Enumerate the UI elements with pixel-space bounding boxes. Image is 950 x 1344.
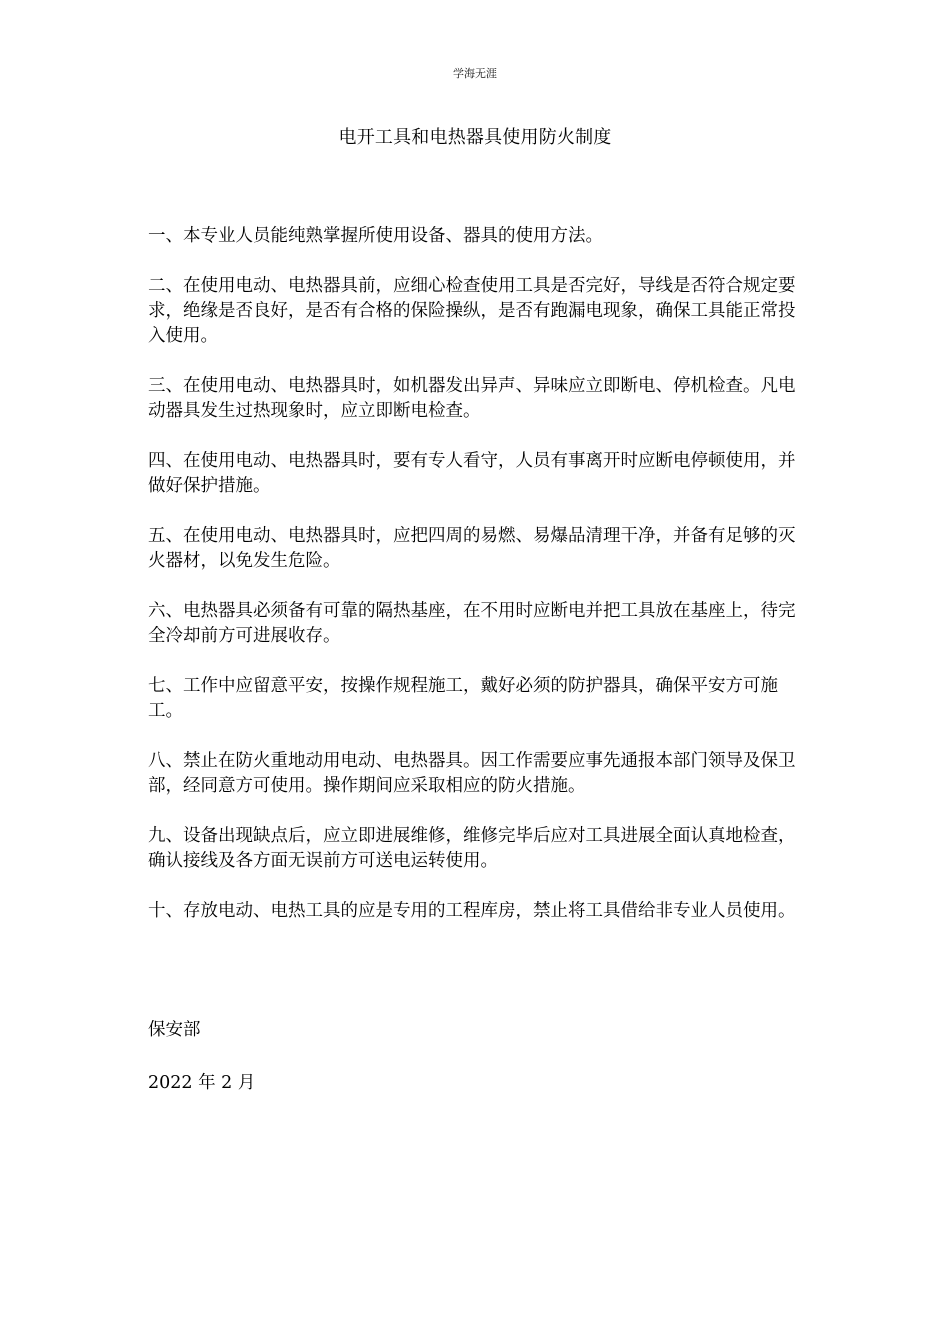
paragraph-7: 七、工作中应留意平安，按操作规程施工，戴好必须的防护器具，确保平安方可施工。 xyxy=(148,676,778,721)
paragraph-5: 五、在使用电动、电热器具时，应把四周的易燃、易爆品清理干净，并备有足够的灭火器材，以免发生危险。 xyxy=(148,526,796,571)
paragraph-2: 二、在使用电动、电热器具前，应细心检查使用工具是否完好，导线是否符合规定要求，绝缘是否良好，是否有合格的保险操纵，是否有跑漏电现象，确保工具能正常投入使用。 xyxy=(148,276,796,346)
paragraph-8: 八、禁止在防火重地动用电动、电热器具。因工作需要应事先通报本部门领导及保卫部，经同意方可使用。操作期间应采取相应的防火措施。 xyxy=(148,751,796,796)
paragraph-9: 九、设备出现缺点后，应立即进展维修，维修完毕后应对工具进展全面认真地检查，确认接线及各方面无误前方可送电运转使用。 xyxy=(148,826,796,871)
signature-date: 2022 年 2 月 xyxy=(148,1073,256,1093)
document-title: 电开工具和电热器具使用防火制度 xyxy=(338,127,612,148)
paragraph-10: 十、存放电动、电热工具的应是专用的工程库房，禁止将工具借给非专业人员使用。 xyxy=(148,901,796,921)
paragraph-3: 三、在使用电动、电热器具时，如机器发出异声、异味应立即断电、停机检查。凡电动器具发生过热现象时，应立即断电检查。 xyxy=(148,376,796,421)
page-header: 学海无涯 xyxy=(453,67,497,80)
signature-department: 保安部 xyxy=(148,1020,201,1040)
paragraph-4: 四、在使用电动、电热器具时，要有专人看守，人员有事离开时应断电停顿使用，并做好保护措施。 xyxy=(148,451,796,496)
paragraph-6: 六、电热器具必须备有可靠的隔热基座，在不用时应断电并把工具放在基座上，待完全冷却前方可进展收存。 xyxy=(148,601,796,646)
document-body xyxy=(148,224,802,949)
paragraph-1: 一、本专业人员能纯熟掌握所使用设备、器具的使用方法。 xyxy=(148,226,603,246)
